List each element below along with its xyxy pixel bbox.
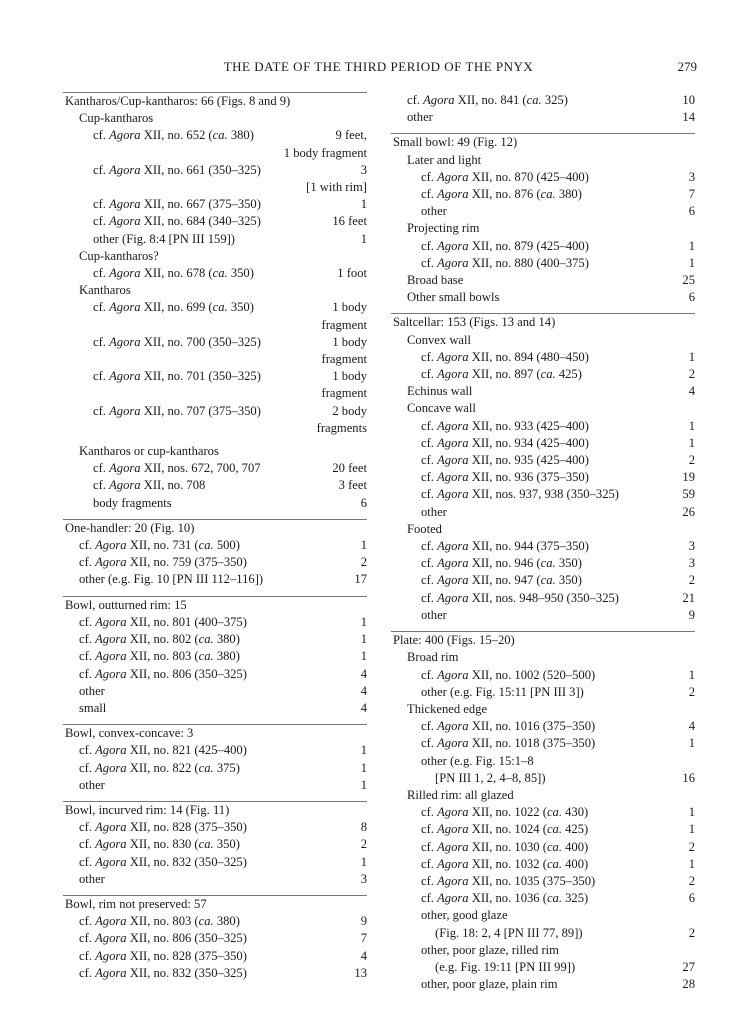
entry-count: 9: [688, 607, 695, 622]
group-heading: [63, 802, 367, 819]
entry-label: cf. Agora XII, no. 1024 (ca. 425): [421, 822, 589, 837]
entry-label: Cup-kantharos?: [79, 248, 159, 263]
catalogue-group: [63, 92, 367, 512]
entry-count: 3: [688, 556, 695, 571]
entry-label: cf. Agora XII, no. 1002 (520–500): [421, 667, 596, 682]
entry-count: 2: [688, 925, 695, 940]
group-heading: [391, 314, 695, 331]
entry-count: 2: [360, 837, 367, 852]
entry-row: [391, 821, 695, 838]
entry-count: 3: [688, 169, 695, 184]
entry-label: Bowl, incurved rim: 14 (Fig. 11): [65, 802, 230, 817]
entry-label: small: [79, 700, 107, 715]
entry-label: cf. Agora XII, no. 1036 (ca. 325): [421, 891, 589, 906]
entry-label: Broad base: [407, 273, 464, 288]
subgroup-row: [391, 289, 695, 306]
entry-count: 4: [360, 666, 367, 681]
count-continuation: fragment: [321, 352, 367, 367]
entry-label: cf. Agora XII, no. 1032 (ca. 400): [421, 856, 589, 871]
subgroup-row: [63, 965, 367, 982]
subgroup-row: [63, 110, 367, 127]
count-continuation: [1 with rim]: [306, 180, 367, 195]
subgroup-row: [63, 913, 367, 930]
entry-row: [391, 873, 695, 890]
entry-label: cf. Agora XII, no. 1022 (ca. 430): [421, 805, 589, 820]
count-continuation: 1 body fragment: [283, 145, 367, 160]
group-heading: [63, 93, 367, 110]
entry-row: [391, 753, 695, 770]
entry-label: cf. Agora XII, no. 894 (480–450): [421, 349, 589, 364]
entry-row: [391, 942, 695, 959]
entry-row: [63, 196, 367, 213]
entry-count: 7: [360, 931, 367, 946]
entry-count: 1: [688, 418, 695, 433]
catalogue-group: [391, 313, 695, 624]
entry-label: other: [421, 504, 447, 519]
entry-label: Later and light: [407, 152, 482, 167]
entry-row: [391, 976, 695, 993]
entry-label: cf. Agora XII, no. 933 (425–400): [421, 418, 589, 433]
entry-label: cf. Agora XII, no. 802 (ca. 380): [79, 632, 240, 647]
entry-count: 1: [360, 649, 367, 664]
entry-row: [391, 366, 695, 383]
entry-label: (Fig. 18: 2, 4 [PN III 77, 89]): [435, 925, 583, 940]
entry-label: cf. Agora XII, no. 678 (ca. 350): [93, 266, 254, 281]
group-heading: [63, 597, 367, 614]
entry-row: [63, 334, 367, 351]
entry-row: [391, 925, 695, 942]
entry-count: 1: [360, 760, 367, 775]
subgroup-row: [63, 282, 367, 299]
entry-count: 6: [688, 290, 695, 305]
entry-count: 1: [688, 238, 695, 253]
entry-count: 1 foot: [337, 266, 367, 281]
entry-count: 2: [688, 873, 695, 888]
entry-label: other, poor glaze, rilled rim: [421, 942, 559, 957]
catalogue-group: [63, 895, 367, 982]
entry-count: 1: [688, 435, 695, 450]
entry-count: 1: [688, 856, 695, 871]
group-heading: [63, 520, 367, 537]
entry-label: cf. Agora XII, no. 880 (400–375): [421, 255, 589, 270]
entry-count: 16 feet: [332, 214, 367, 229]
entry-label: cf. Agora XII, no. 1018 (375–350): [421, 736, 596, 751]
entry-count: 25: [682, 273, 695, 288]
entry-label: cf. Agora XII, no. 667 (375–350): [93, 197, 261, 212]
entry-label: cf. Agora XII, no. 897 (ca. 425): [421, 367, 582, 382]
entry-label: (e.g. Fig. 19:11 [PN III 99]): [435, 959, 576, 974]
entry-label: cf. Agora XII, no. 944 (375–350): [421, 539, 589, 554]
entry-row: [391, 238, 695, 255]
subgroup-row: [391, 109, 695, 126]
count-continuation: fragment: [321, 317, 367, 332]
entry-count: 7: [688, 187, 695, 202]
subgroup-row: [63, 854, 367, 871]
entry-label: Convex wall: [407, 332, 472, 347]
subgroup-row: [63, 666, 367, 683]
entry-label: cf. Agora XII, no. 828 (375–350): [79, 820, 247, 835]
entry-count: 1: [688, 349, 695, 364]
entry-label: cf. Agora XII, no. 947 (ca. 350): [421, 573, 582, 588]
entry-label: other: [79, 777, 105, 792]
catalogue-group: [391, 133, 695, 306]
entry-count: 26: [682, 504, 695, 519]
entry-row: [391, 890, 695, 907]
entry-count: 17: [354, 572, 367, 587]
entry-label: cf. Agora XII, no. 803 (ca. 380): [79, 914, 240, 929]
entry-label: cf. Agora XII, no. 700 (350–325): [93, 334, 261, 349]
subgroup-row: [63, 554, 367, 571]
entry-label: Bowl, convex-concave: 3: [65, 726, 194, 741]
entry-count: 1: [360, 777, 367, 792]
entry-label: Saltcellar: 153 (Figs. 13 and 14): [393, 315, 556, 330]
entry-count: 1: [360, 632, 367, 647]
entry-count: 1: [360, 538, 367, 553]
entry-row: [391, 186, 695, 203]
subgroup-row: [63, 537, 367, 554]
entry-label: cf. Agora XII, no. 803 (ca. 380): [79, 649, 240, 664]
entry-count: 14: [682, 110, 695, 125]
entry-label: other (e.g. Fig. 15:1–8: [421, 753, 534, 768]
entry-label: other (e.g. Fig. 10 [PN III 112–116]): [79, 572, 264, 587]
entry-count: 2: [688, 367, 695, 382]
entry-row: [391, 255, 695, 272]
entry-label: Plate: 400 (Figs. 15–20): [393, 633, 515, 648]
entry-row: [391, 839, 695, 856]
entry-label: cf. Agora XII, no. 801 (400–375): [79, 614, 247, 629]
entry-row: [391, 907, 695, 924]
subgroup-row: [63, 683, 367, 700]
subgroup-row: [63, 760, 367, 777]
entry-label: body fragments: [93, 495, 172, 510]
entry-label: other: [407, 110, 433, 125]
entry-label: Rilled rim: all glazed: [407, 787, 514, 802]
entry-row: [63, 299, 367, 316]
count-continuation: fragment: [321, 386, 367, 401]
subgroup-row: [63, 836, 367, 853]
entry-count: 2: [688, 684, 695, 699]
entry-count: 2: [688, 839, 695, 854]
entry-count: 1: [360, 197, 367, 212]
entry-label: cf. Agora XII, no. 731 (ca. 500): [79, 538, 240, 553]
entry-label: Kantharos or cup-kantharos: [79, 444, 219, 459]
subgroup-row: [63, 631, 367, 648]
entry-count: 1 body: [332, 300, 367, 315]
entry-label: cf. Agora XII, no. 707 (375–350): [93, 403, 261, 418]
entry-label: Cup-kantharos: [79, 111, 154, 126]
catalogue-group: [63, 724, 367, 794]
entry-count: 6: [688, 204, 695, 219]
count-continuation: fragments: [316, 420, 367, 435]
entry-label: other: [421, 204, 447, 219]
entry-label: other, poor glaze, plain rim: [421, 977, 558, 992]
entry-count: 1 body: [332, 369, 367, 384]
entry-label: Echinus wall: [407, 384, 473, 399]
entry-count: 6: [360, 495, 367, 510]
entry-row: [391, 452, 695, 469]
entry-count: 1: [360, 854, 367, 869]
entry-row: [63, 162, 367, 179]
entry-count: 9: [360, 914, 367, 929]
subgroup-row: [391, 701, 695, 718]
entry-row: [391, 169, 695, 186]
entry-label: cf. Agora XII, no. 1016 (375–350): [421, 719, 596, 734]
subgroup-row: [63, 930, 367, 947]
entry-label: cf. Agora XII, no. 701 (350–325): [93, 369, 261, 384]
entry-label: Bowl, outturned rim: 15: [65, 597, 187, 612]
entry-row: [391, 735, 695, 752]
entry-count: 3 feet: [338, 478, 367, 493]
entry-count: 4: [688, 384, 695, 399]
entry-label: cf. Agora XII, no. 828 (375–350): [79, 948, 247, 963]
entry-label: cf. Agora XII, nos. 672, 700, 707: [93, 461, 261, 476]
entry-count: 27: [682, 959, 695, 974]
entry-count: 2 body: [332, 403, 367, 418]
entry-row: [391, 804, 695, 821]
entry-row: [63, 477, 367, 494]
entry-count: 20 feet: [332, 461, 367, 476]
page-header: [60, 58, 697, 76]
entry-count: 9 feet,: [335, 128, 367, 143]
entry-label: Projecting rim: [407, 221, 480, 236]
subgroup-row: [391, 272, 695, 289]
entry-count: 19: [682, 470, 695, 485]
entry-row: [391, 203, 695, 220]
entry-count: 2: [360, 555, 367, 570]
entry-row: [391, 538, 695, 555]
entry-label: cf. Agora XII, no. 821 (425–400): [79, 743, 247, 758]
subgroup-row: [63, 819, 367, 836]
subgroup-row: [63, 700, 367, 717]
entry-count: 2: [688, 453, 695, 468]
subgroup-row: [63, 614, 367, 631]
entry-label: cf. Agora XII, no. 661 (350–325): [93, 162, 261, 177]
entry-label: Kantharos: [79, 283, 131, 298]
entry-row: [391, 435, 695, 452]
entry-row: [63, 213, 367, 230]
subgroup-row: [63, 443, 367, 460]
entry-label: cf. Agora XII, nos. 937, 938 (350–325): [421, 487, 619, 502]
entry-label: cf. Agora XII, no. 870 (425–400): [421, 169, 589, 184]
subgroup-row: [63, 777, 367, 794]
entry-label: cf. Agora XII, no. 879 (425–400): [421, 238, 589, 253]
group-heading: [63, 725, 367, 742]
entry-label: cf. Agora XII, no. 946 (ca. 350): [421, 556, 582, 571]
subgroup-row: [391, 152, 695, 169]
group-heading: [63, 896, 367, 913]
entry-row: [63, 231, 367, 248]
entry-count: 10: [682, 93, 695, 107]
group-heading: [391, 134, 695, 151]
entry-row: [391, 718, 695, 735]
entry-label: Broad rim: [407, 650, 459, 665]
subgroup-row: [391, 400, 695, 417]
entry-row: [391, 590, 695, 607]
subgroup-row: [63, 248, 367, 265]
subgroup-row: [391, 92, 695, 109]
subgroup-row: [391, 383, 695, 400]
entry-row: [391, 486, 695, 503]
entry-count: 28: [682, 977, 695, 992]
entry-count: 3: [360, 871, 367, 886]
entry-label: other (Fig. 8:4 [PN III 159]): [93, 231, 236, 246]
entry-row: [391, 572, 695, 589]
entry-label: cf. Agora XII, no. 806 (350–325): [79, 666, 247, 681]
running-head: THE DATE OF THE THIRD PERIOD OF THE PNYX: [223, 59, 534, 74]
subgroup-row: [63, 742, 367, 759]
subgroup-row: [63, 571, 367, 588]
entry-label: cf. Agora XII, no. 832 (350–325): [79, 854, 247, 869]
subgroup-row: [63, 948, 367, 965]
entry-count: 8: [360, 820, 367, 835]
entry-count: 1: [688, 667, 695, 682]
left-column: [63, 92, 367, 982]
entry-count: 2: [688, 573, 695, 588]
entry-count: 1: [360, 231, 367, 246]
entry-row: [391, 770, 695, 787]
entry-row: [391, 959, 695, 976]
entry-row: [391, 418, 695, 435]
subgroup-row: [391, 649, 695, 666]
subgroup-row: [391, 521, 695, 538]
entry-row: [63, 495, 367, 512]
entry-count: 1: [360, 614, 367, 629]
entry-label: cf. Agora XII, no. 806 (350–325): [79, 931, 247, 946]
catalogue-group: [63, 519, 367, 589]
entry-label: other: [79, 871, 105, 886]
entry-row: [63, 460, 367, 477]
entry-label: other: [79, 683, 105, 698]
entry-row: [391, 349, 695, 366]
entry-label: cf. Agora XII, no. 822 (ca. 375): [79, 760, 240, 775]
entry-label: cf. Agora XII, no. 936 (375–350): [421, 470, 589, 485]
entry-count: 4: [360, 683, 367, 698]
entry-count: 1: [688, 805, 695, 820]
entry-count: 4: [688, 719, 695, 734]
entry-row: [391, 667, 695, 684]
entry-label: cf. Agora XII, no. 841 (ca. 325): [407, 93, 568, 107]
entry-count: 1 body: [332, 334, 367, 349]
entry-count: 13: [354, 965, 367, 980]
entry-label: cf. Agora XII, no. 830 (ca. 350): [79, 837, 240, 852]
entry-row: [391, 856, 695, 873]
entry-label: other, good glaze: [421, 908, 508, 923]
entry-label: One-handler: 20 (Fig. 10): [65, 520, 195, 535]
entry-row: [63, 127, 367, 144]
entry-label: cf. Agora XII, no. 708: [93, 478, 206, 493]
entry-count: 4: [360, 948, 367, 963]
entry-label: cf. Agora XII, no. 934 (425–400): [421, 435, 589, 450]
entry-count: 1: [688, 255, 695, 270]
entry-label: Thickened edge: [407, 701, 488, 716]
entry-count: 6: [688, 891, 695, 906]
entry-count: 16: [682, 770, 695, 785]
catalogue-group: [391, 631, 695, 993]
entry-count: 59: [682, 487, 695, 502]
entry-label: Kantharos/Cup-kantharos: 66 (Figs. 8 and 9): [65, 94, 291, 108]
group-heading: [391, 632, 695, 649]
subgroup-row: [391, 220, 695, 237]
entry-label: other (e.g. Fig. 15:11 [PN III 3]): [421, 684, 584, 699]
page-number: 279: [677, 59, 697, 74]
entry-label: other: [421, 607, 447, 622]
subgroup-row: [63, 648, 367, 665]
entry-row: [391, 504, 695, 521]
entry-row: [63, 265, 367, 282]
entry-row: [391, 684, 695, 701]
catalogue-group: [63, 801, 367, 888]
entry-label: cf. Agora XII, no. 832 (350–325): [79, 965, 247, 980]
subgroup-row: [63, 871, 367, 888]
entry-label: cf. Agora XII, no. 759 (375–350): [79, 555, 247, 570]
entry-label: cf. Agora XII, no. 935 (425–400): [421, 453, 589, 468]
entry-count: 3: [360, 162, 367, 177]
subgroup-row: [391, 332, 695, 349]
subgroup-row: [391, 787, 695, 804]
entry-count: 1: [688, 736, 695, 751]
entry-label: cf. Agora XII, no. 876 (ca. 380): [421, 187, 582, 202]
entry-count: 3: [688, 539, 695, 554]
entry-count: 4: [360, 700, 367, 715]
catalogue-group: [63, 596, 367, 717]
entry-label: [PN III 1, 2, 4–8, 85]): [435, 770, 546, 785]
entry-label: cf. Agora XII, nos. 948–950 (350–325): [421, 590, 619, 605]
entry-row: [63, 368, 367, 385]
entry-row: [391, 469, 695, 486]
entry-label: Other small bowls: [407, 290, 500, 305]
entry-label: Concave wall: [407, 401, 476, 416]
catalogue-group: [391, 92, 695, 126]
entry-label: Small bowl: 49 (Fig. 12): [393, 135, 518, 150]
entry-label: cf. Agora XII, no. 684 (340–325): [93, 214, 261, 229]
entry-label: cf. Agora XII, no. 699 (ca. 350): [93, 300, 254, 315]
entry-label: cf. Agora XII, no. 652 (ca. 380): [93, 128, 254, 143]
entry-row: [391, 555, 695, 572]
right-column: [391, 92, 695, 993]
entry-label: cf. Agora XII, no. 1030 (ca. 400): [421, 839, 589, 854]
entry-row: [63, 403, 367, 420]
entry-label: Footed: [407, 521, 442, 536]
entry-count: 1: [360, 743, 367, 758]
entry-label: cf. Agora XII, no. 1035 (375–350): [421, 873, 596, 888]
entry-count: 21: [682, 590, 695, 605]
entry-count: 1: [688, 822, 695, 837]
entry-label: Bowl, rim not preserved: 57: [65, 896, 207, 911]
entry-row: [391, 607, 695, 624]
